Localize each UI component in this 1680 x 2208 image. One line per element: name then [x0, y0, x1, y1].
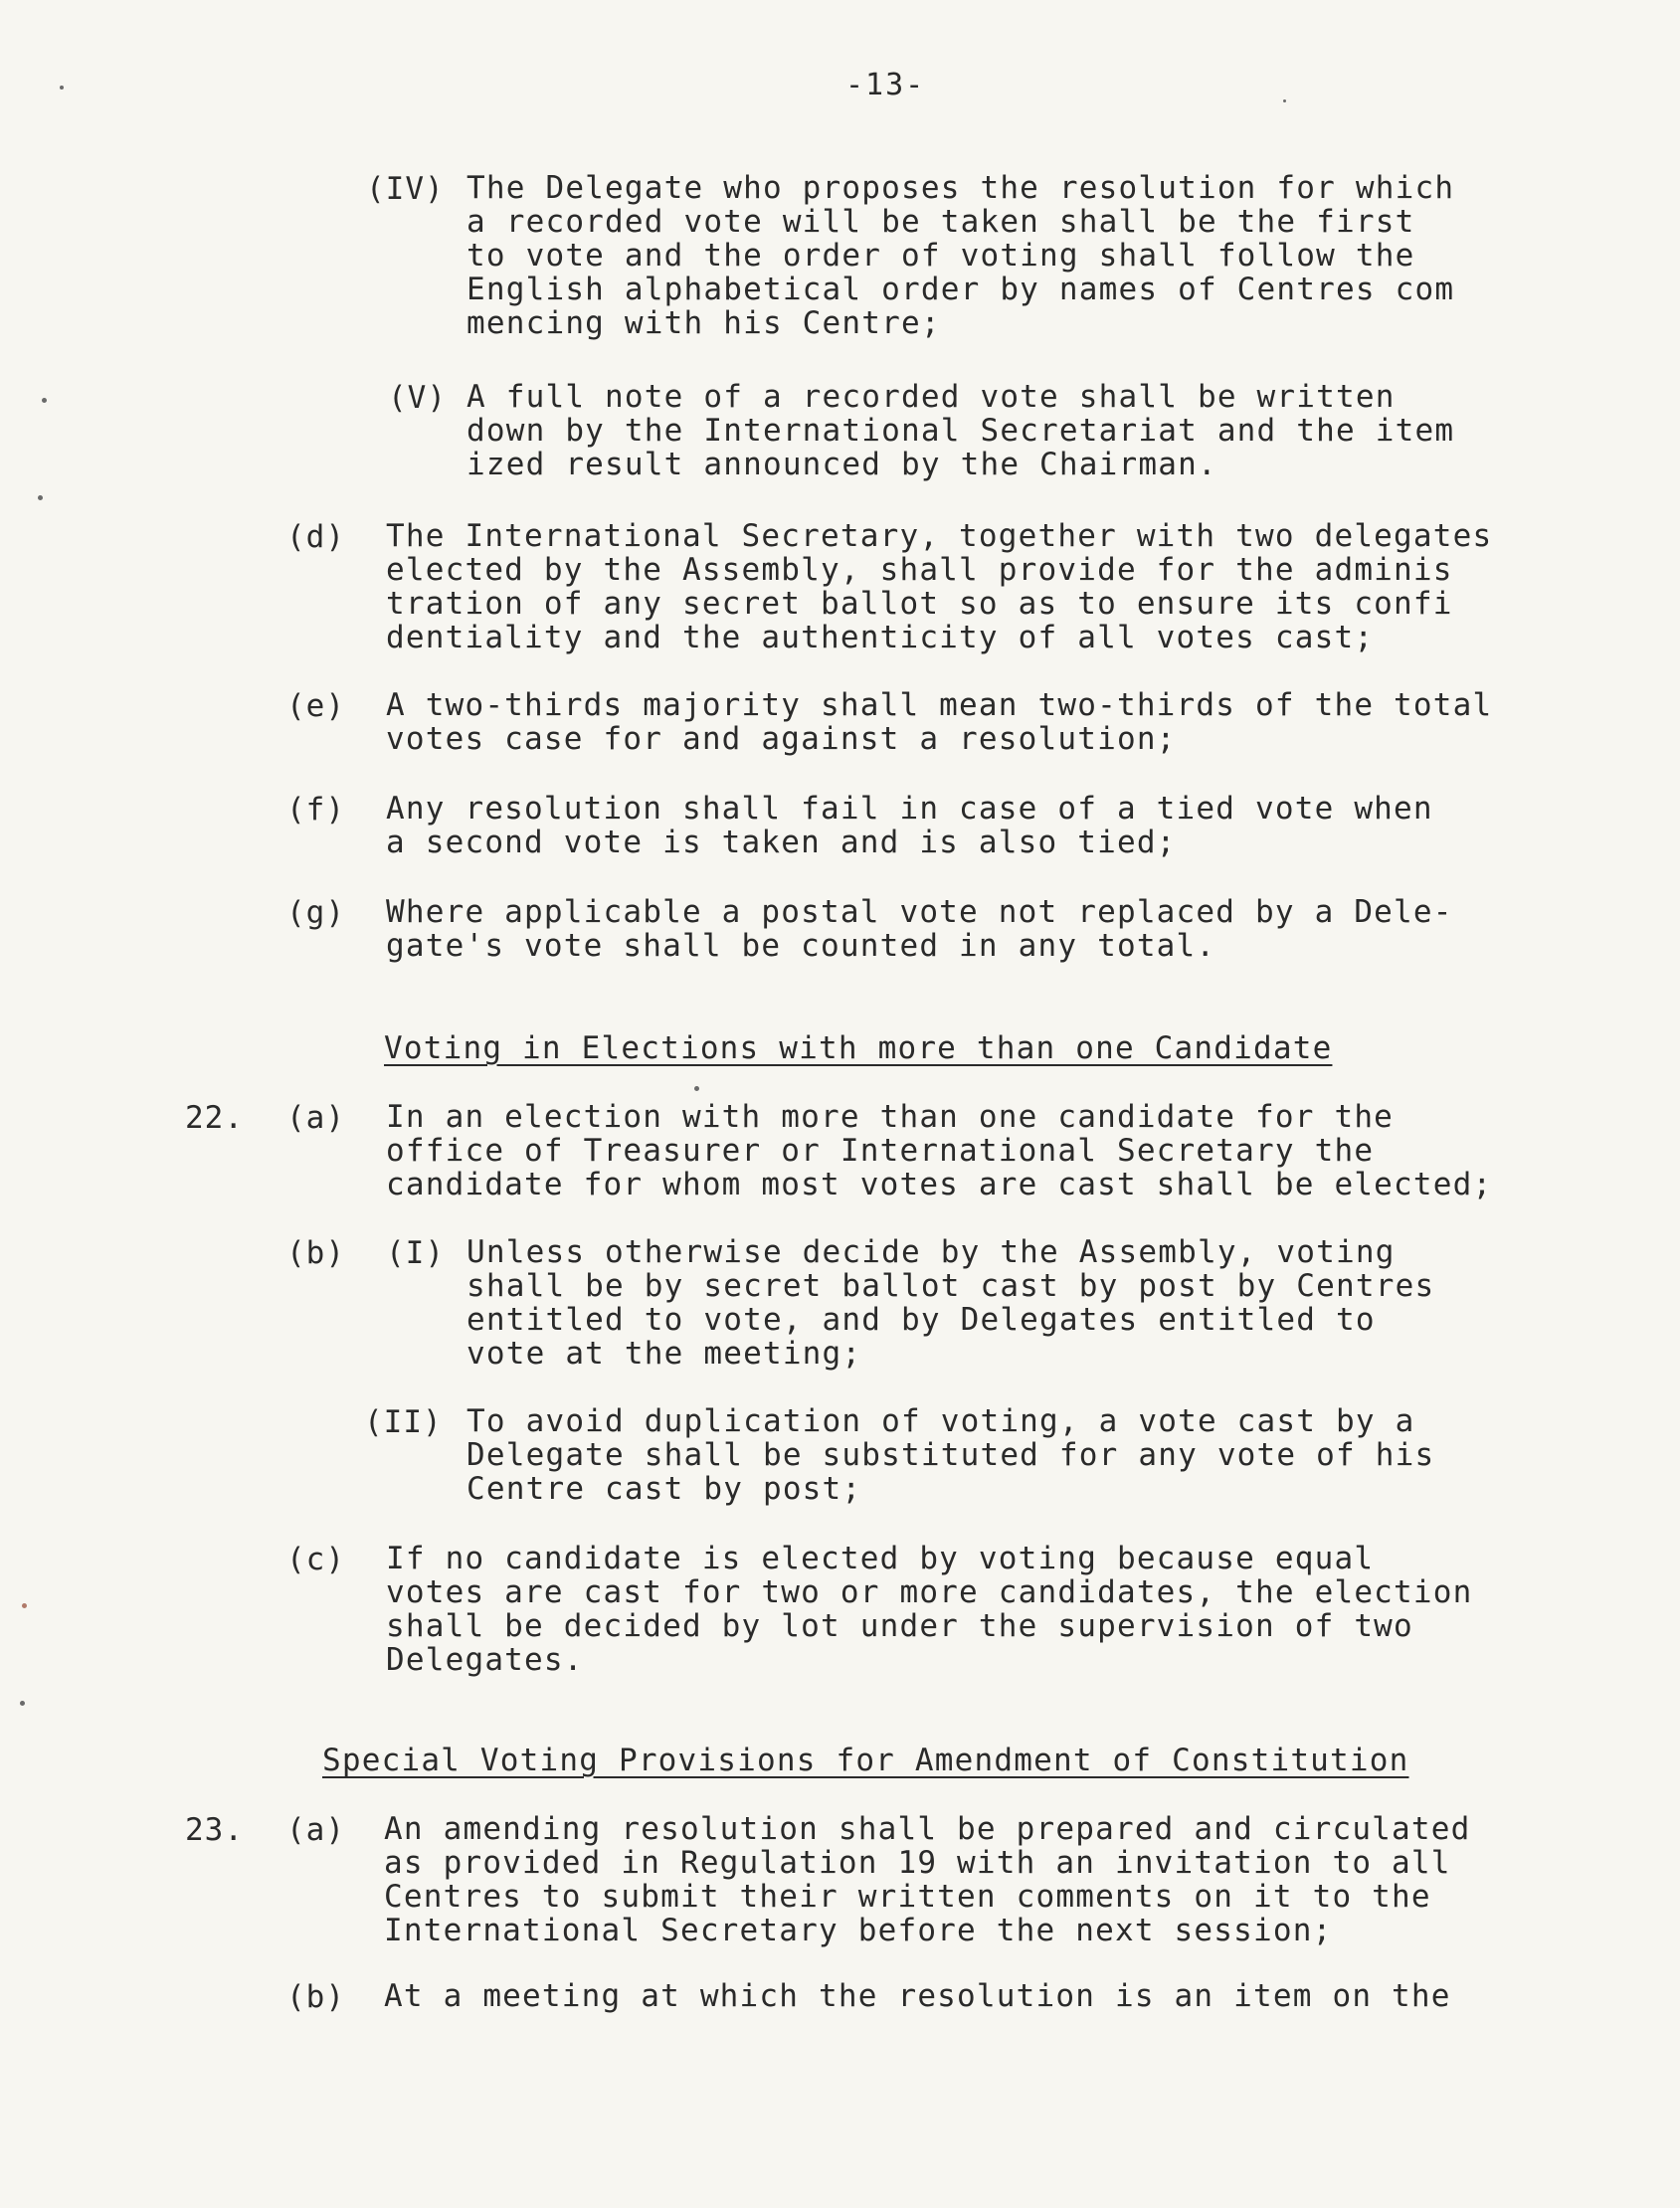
section-22-a-line-1: In an election with more than one candidate for the	[386, 1099, 1395, 1135]
section-23-a-line-2: as provided in Regulation 19 with an invitation to all	[384, 1845, 1451, 1881]
scan-speck	[1283, 99, 1286, 102]
section-23-a-line-1: An amending resolution shall be prepared and circulated	[384, 1811, 1471, 1847]
section-heading-amendment: Special Voting Provisions for Amendment of Constitution	[322, 1743, 1409, 1778]
section-22-b-i-line-3: entitled to vote, and by Delegates entitled to	[467, 1302, 1376, 1338]
section-22-b-ii-line-3: Centre cast by post;	[467, 1471, 862, 1507]
item-d-line-3: tration of any secret ballot so as to ensure its confi	[386, 586, 1453, 622]
section-23-b-line-1: At a meeting at which the resolution is an item on the	[384, 1978, 1451, 2014]
section-22-c-line-4: Delegates.	[386, 1642, 584, 1678]
scan-speck	[694, 1086, 699, 1091]
section-22-number: 22.	[185, 1100, 244, 1136]
section-22-b-i-label: (I)	[386, 1235, 445, 1271]
item-v-label: (V)	[388, 380, 447, 416]
section-22-b-i-line-2: shall be by secret ballot cast by post by Centres	[467, 1268, 1435, 1304]
item-iv-line-2: a recorded vote will be taken shall be the first	[467, 204, 1415, 240]
section-22-a-label: (a)	[286, 1100, 345, 1136]
item-f-label: (f)	[286, 792, 345, 828]
item-f-line-2: a second vote is taken and is also tied;	[386, 825, 1177, 860]
section-22-b-label: (b)	[286, 1235, 345, 1271]
item-iv-line-4: English alphabetical order by names of Centres com	[467, 272, 1455, 307]
item-e-line-1: A two-thirds majority shall mean two-thirds of the total	[386, 687, 1493, 723]
item-d-line-4: dentiality and the authenticity of all votes cast;	[386, 620, 1375, 655]
item-d-line-1: The International Secretary, together with two delegates	[386, 518, 1493, 554]
item-e-line-2: votes case for and against a resolution;	[386, 721, 1177, 757]
item-v-line-2: down by the International Secretariat and the item	[467, 413, 1455, 449]
item-iv-line-1: The Delegate who proposes the resolution for which	[467, 170, 1455, 206]
item-e-label: (e)	[286, 688, 345, 724]
section-23-b-label: (b)	[286, 1979, 345, 2015]
section-22-c-line-3: shall be decided by lot under the supervision of two	[386, 1608, 1413, 1644]
item-g-line-2: gate's vote shall be counted in any total.	[386, 928, 1216, 964]
section-22-b-i-line-4: vote at the meeting;	[467, 1336, 862, 1372]
item-v-line-1: A full note of a recorded vote shall be written	[467, 379, 1396, 415]
item-d-label: (d)	[286, 519, 345, 555]
item-iv-line-5: mencing with his Centre;	[467, 305, 941, 341]
section-23-a-line-3: Centres to submit their written comments on it to the	[384, 1879, 1431, 1915]
section-22-c-line-1: If no candidate is elected by voting because equal	[386, 1541, 1375, 1576]
item-f-line-1: Any resolution shall fail in case of a tied vote when	[386, 791, 1433, 827]
item-iv-line-3: to vote and the order of voting shall follow the	[467, 238, 1415, 274]
item-v-line-3: ized result announced by the Chairman.	[467, 447, 1217, 482]
section-23-a-line-4: International Secretary before the next session;	[384, 1913, 1333, 1948]
page-number: -13-	[845, 68, 926, 102]
section-22-b-ii-label: (II)	[364, 1404, 443, 1440]
section-22-b-ii-line-1: To avoid duplication of voting, a vote cast by a	[467, 1403, 1415, 1439]
item-d-line-2: elected by the Assembly, shall provide for the adminis	[386, 552, 1453, 588]
scan-speck	[38, 495, 43, 500]
scan-speck	[22, 1603, 27, 1608]
section-23-a-label: (a)	[286, 1812, 345, 1848]
scan-speck	[20, 1701, 25, 1706]
section-heading-elections: Voting in Elections with more than one Candidate	[384, 1030, 1333, 1066]
section-22-c-line-2: votes are cast for two or more candidates, the election	[386, 1574, 1473, 1610]
scan-speck	[60, 86, 64, 90]
section-22-b-ii-line-2: Delegate shall be substituted for any vote of his	[467, 1437, 1435, 1473]
section-23-number: 23.	[185, 1812, 244, 1848]
item-g-label: (g)	[286, 895, 345, 931]
section-22-b-i-line-1: Unless otherwise decide by the Assembly, voting	[467, 1234, 1396, 1270]
section-22-c-label: (c)	[286, 1542, 345, 1577]
section-22-a-line-3: candidate for whom most votes are cast shall be elected;	[386, 1167, 1493, 1202]
item-iv-label: (IV)	[366, 171, 445, 207]
section-22-a-line-2: office of Treasurer or International Secretary the	[386, 1133, 1375, 1169]
item-g-line-1: Where applicable a postal vote not replaced by a Dele-	[386, 894, 1453, 930]
scan-speck	[42, 398, 47, 403]
